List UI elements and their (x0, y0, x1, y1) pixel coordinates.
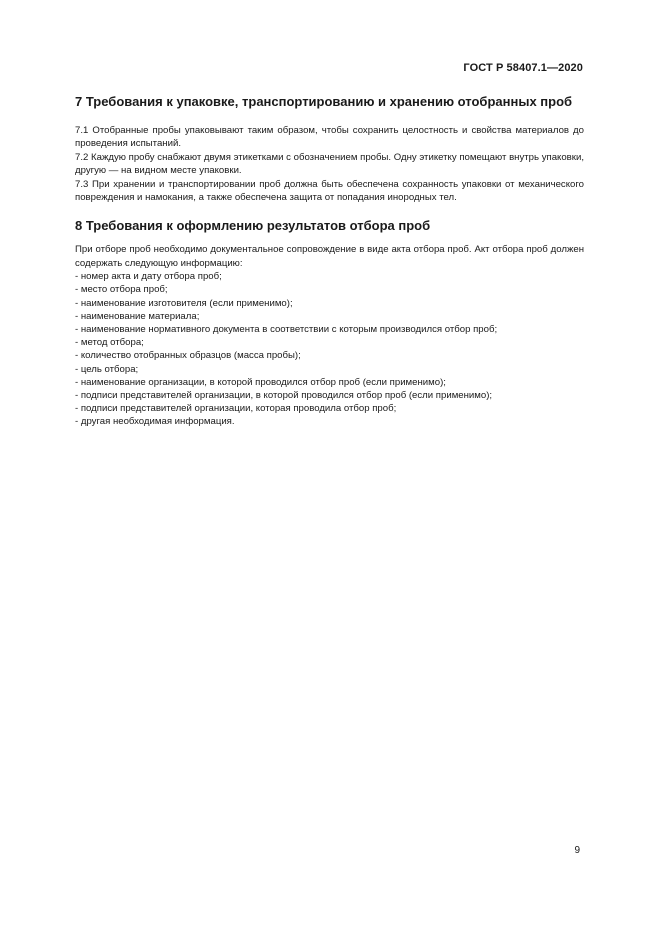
section-7-title: 7 Требования к упаковке, транспортированию и хранению отобранных проб (75, 94, 573, 109)
paragraph-7-2: 7.2 Каждую пробу снабжают двумя этикетками с обозначением пробы. Одну этикетку помещают внутрь упаковки, другую — на видном месте упаковки. (75, 151, 584, 177)
list-item: - наименование организации, в которой проводился отбор проб (если применимо); (75, 376, 446, 388)
list-item: - другая необходимая информация. (75, 416, 235, 428)
paragraph-7-1: 7.1 Отобранные пробы упаковывают таким образом, чтобы сохранить целостность и свойства материалов до проведения испытаний. (75, 125, 584, 150)
list-item: - подписи представителей организации, которая проводила отбор проб; (75, 403, 397, 415)
document-body (75, 94, 584, 429)
list-item: - количество отобранных образцов (масса пробы); (75, 350, 301, 362)
section-8-title: 8 Требования к оформлению результатов отбора проб (75, 218, 431, 234)
list-item: - наименование материала; (75, 310, 200, 322)
page-number: 9 (574, 845, 580, 856)
document-code: ГОСТ Р 58407.1—2020 (463, 62, 583, 74)
requirements-list (75, 270, 584, 428)
list-item: - наименование нормативного документа в соответствии с которым производился отбор проб; (75, 324, 498, 336)
paragraph-7-3: 7.3 При хранении и транспортировании проб должна быть обеспечена сохранность упаковки от механического повреждения и намокания, а также обеспечена защита от попадания инородных тел. (75, 178, 584, 204)
list-item: - цель отбора; (75, 363, 139, 375)
section-8-intro: При отборе проб необходимо документальное сопровождение в виде акта отбора проб. Акт отбора проб должен содержать следующую информацию: (75, 244, 584, 269)
list-item: - номер акта и дату отбора проб; (75, 271, 222, 283)
list-item: - наименование изготовителя (если применимо); (75, 297, 293, 309)
list-item: - подписи представителей организации, в которой проводился отбор проб (если применимо); (75, 390, 493, 402)
list-item: - место отбора проб; (75, 284, 168, 296)
list-item: - метод отбора; (75, 337, 144, 349)
